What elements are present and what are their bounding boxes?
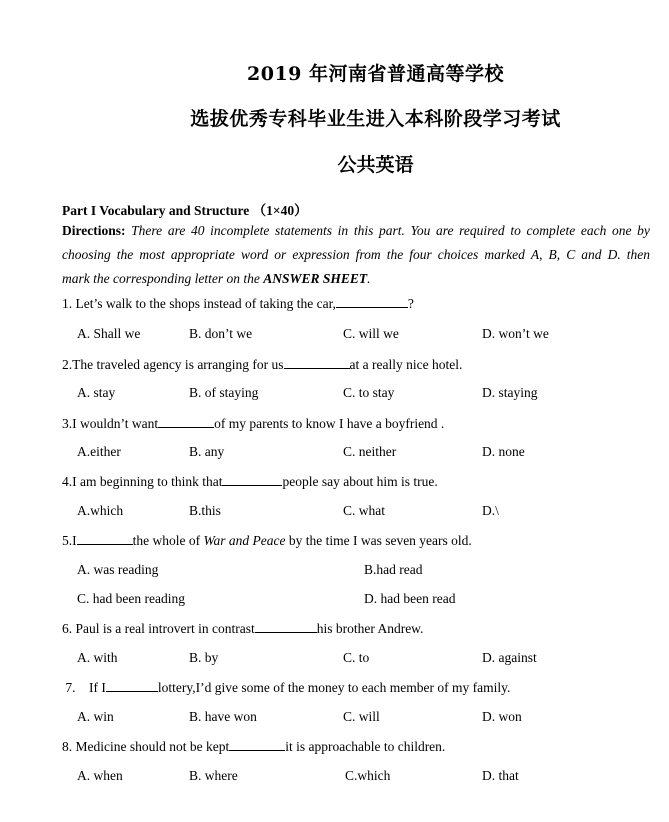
question-stem [62,738,445,755]
answer-option: A. when [77,768,123,783]
directions-word: in [337,223,349,238]
directions-line-2 [62,243,650,267]
question-text: 6. Paul is a real introvert in contrast [62,621,255,636]
directions-word: choices [437,247,479,262]
directions-line3-end: . [367,271,371,286]
answer-blank [229,738,285,751]
directions-word: complete [526,223,576,238]
answer-option: A.which [77,503,124,518]
question-stem [62,415,444,432]
exam-title-line2: 选拔优秀专科毕业生进入本科阶段学习考试 [190,108,561,130]
answer-blank [106,679,158,692]
directions-word: marked [484,247,525,262]
directions-word: expression [292,247,350,262]
directions-word: B, [548,247,561,262]
directions-word: four [409,247,432,262]
directions-word: each [580,223,607,238]
answer-option: B.this [189,503,221,518]
part-heading: Part I Vocabulary and Structure （1×40） [62,203,308,218]
directions-word: appropriate [170,247,235,262]
directions-word: C [566,247,576,262]
directions-word: are [436,223,454,238]
question-text: 8. Medicine should not be kept [62,739,230,754]
answer-blank [336,295,408,308]
directions-word: one [612,223,632,238]
question-text: lottery,I’d give some of the money to each member of my family. [157,680,511,695]
directions-word: part. [379,223,405,238]
question-text: 5.I [62,533,77,548]
answer-blank [222,473,282,486]
question-stem [62,356,462,373]
exam-title-line1: 2019 年河南省普通高等学校 [247,63,504,85]
question-text: by the time I was seven years old. [285,533,472,548]
directions-label: Directions: [62,223,126,238]
answer-option: D. that [482,768,519,783]
question-stem [62,295,414,312]
answer-option: C. to stay [343,385,395,400]
directions-word: to [510,223,521,238]
answer-blank [77,532,133,545]
question-text: 4.I am beginning to think that [62,474,223,489]
answer-option: C. will we [343,326,399,341]
question-text: his brother Andrew. [316,621,424,636]
answer-option: C. had been reading [77,591,185,606]
directions-word: or [274,247,287,262]
directions-word: are [167,223,186,238]
answer-option: B. by [189,650,219,665]
directions-line3-text: mark the corresponding letter on the [62,271,260,286]
exam-subject-title: 公共英语 [337,154,414,176]
directions-word: from [355,247,381,262]
directions-word: by [637,223,650,238]
directions-word: and [581,247,602,262]
directions-line-3 [62,267,650,291]
answer-option: B. don’t we [189,326,253,341]
answer-option: D.\ [482,503,499,518]
question-text: the whole of [132,533,204,548]
answer-option: C. will [343,709,380,724]
answer-option: A. stay [77,385,116,400]
directions-word: choosing [62,247,111,262]
directions-word: 40 [190,223,205,238]
directions-word: incomplete [210,223,270,238]
answer-option: B. any [189,444,225,459]
question-text: of my parents to know I have a boyfriend . [214,416,445,431]
answer-option: C. neither [343,444,397,459]
answer-option: B. of staying [189,385,259,400]
directions-word: There [131,223,163,238]
question-stem [62,532,472,549]
answer-blank [255,620,317,633]
answer-option: B. have won [189,709,257,724]
directions-word: statements [275,223,333,238]
question-stem [62,473,438,490]
directions-line-1 [62,219,650,243]
answer-option: A. Shall we [77,326,141,341]
question-text: 7. If I [62,680,106,695]
directions-word: You [410,223,431,238]
answer-option: C. what [343,503,385,518]
directions-word: D. [607,247,621,262]
question-text: it is approachable to children. [285,739,446,754]
question-text: 2.The traveled agency is arranging for us [62,357,284,372]
book-title: War and Peace [203,533,286,548]
question-text: ? [407,296,414,311]
answer-sheet-label: ANSWER SHEET [263,271,368,286]
answer-option: A.either [77,444,121,459]
answer-blank [158,415,214,428]
answer-option: D. none [482,444,525,459]
directions-block [62,219,650,291]
answer-option: D. won’t we [482,326,549,341]
question-text: people say about him is true. [282,474,438,489]
question-text: 1. Let’s walk to the shops instead of taking the car, [62,296,336,311]
directions-word: most [139,247,165,262]
directions-word: word [240,247,269,262]
answer-option: D. won [482,709,522,724]
answer-option: D. staying [482,385,538,400]
directions-word: this [353,223,374,238]
directions-word: then [626,247,650,262]
answer-option: A. win [77,709,114,724]
answer-option: C.which [345,768,391,783]
answer-option: D. had been read [364,591,456,606]
question-stem [62,620,423,637]
directions-word: required [459,223,505,238]
question-stem [62,679,510,696]
answer-blank [284,356,350,369]
directions-word: the [116,247,134,262]
answer-option: A. was reading [77,562,159,577]
answer-option: A. with [77,650,118,665]
question-text: at a really nice hotel. [349,357,463,372]
answer-option: B. where [189,768,238,783]
answer-option: B.had read [364,562,423,577]
answer-option: C. to [343,650,370,665]
directions-word: A, [530,247,543,262]
answer-option: D. against [482,650,537,665]
question-text: 3.I wouldn’t want [62,416,159,431]
directions-word: the [386,247,404,262]
